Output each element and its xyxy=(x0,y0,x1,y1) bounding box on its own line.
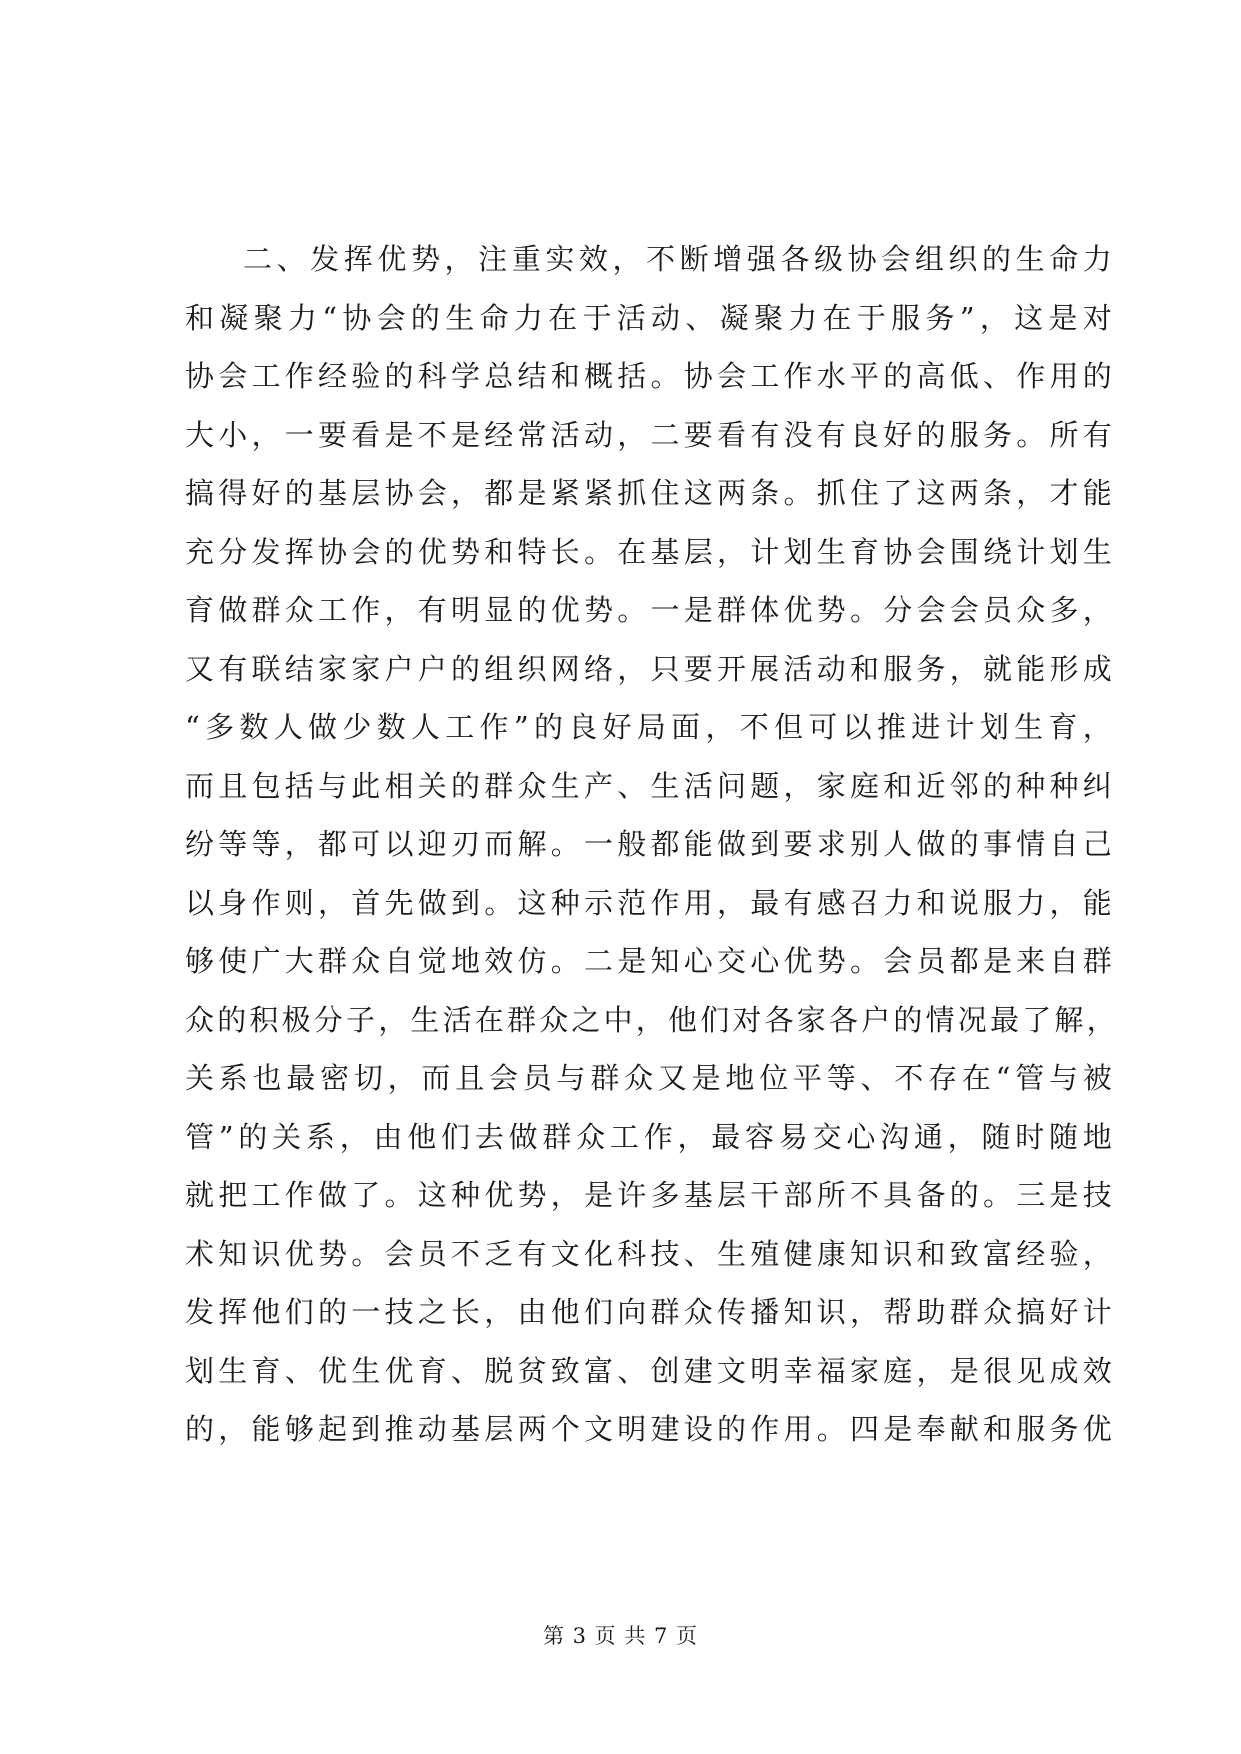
text-line: 大小，一要看是不是经常活动，二要看有没有良好的服务。所有 xyxy=(185,417,1115,452)
text-line: 术知识优势。会员不乏有文化科技、生殖健康知识和致富经验， xyxy=(185,1236,1115,1271)
text-line: 搞得好的基层协会，都是紧紧抓住这两条。抓住了这两条，才能 xyxy=(185,476,1115,510)
text-line: 的，能够起到推动基层两个文明建设的作用。四是奉献和服务优 xyxy=(185,1412,1115,1446)
text-line: 育做群众工作，有明显的优势。一是群体优势。分会会员众多， xyxy=(185,593,1115,627)
text-line: 和凝聚力“协会的生命力在于活动、凝聚力在于服务”，这是对 xyxy=(185,300,1115,335)
page-number-footer: 第 3 页 共 7 页 xyxy=(542,1624,699,1648)
text-line: 划生育、优生优育、脱贫致富、创建文明幸福家庭，是很见成效 xyxy=(185,1353,1115,1388)
text-line: 而且包括与此相关的群众生产、生活问题，家庭和近邻的种种纠 xyxy=(185,768,1115,803)
text-line: 协会工作经验的科学总结和概括。协会工作水平的高低、作用的 xyxy=(185,359,1115,393)
text-line: 充分发挥协会的优势和特长。在基层，计划生育协会围绕计划生 xyxy=(185,534,1115,569)
text-line: 够使广大群众自觉地效仿。二是知心交心优势。会员都是来自群 xyxy=(185,944,1115,978)
text-line: 关系也最密切，而且会员与群众又是地位平等、不存在“管与被 xyxy=(185,1061,1115,1095)
text-line: 纷等等，都可以迎刃而解。一般都能做到要求别人做的事情自己 xyxy=(185,827,1115,861)
text-line: “多数人做少数人工作”的良好局面，不但可以推进计划生育， xyxy=(185,710,1115,744)
text-line: 众的积极分子，生活在群众之中，他们对各家各户的情况最了解， xyxy=(185,1002,1119,1037)
text-line: 以身作则，首先做到。这种示范作用，最有感召力和说服力，能 xyxy=(185,885,1115,920)
text-line: 又有联结家家户户的组织网络，只要开展活动和服务，就能形成 xyxy=(185,651,1115,686)
text-line: 就把工作做了。这种优势，是许多基层干部所不具备的。三是技 xyxy=(185,1178,1115,1212)
text-line: 发挥他们的一技之长，由他们向群众传播知识，帮助群众搞好计 xyxy=(185,1295,1115,1329)
text-line: 二、发挥优势，注重实效，不断增强各级协会组织的生命力 xyxy=(243,242,1115,276)
body-paragraph xyxy=(185,230,1119,1459)
text-line: 管”的关系，由他们去做群众工作，最容易交心沟通，随时随地 xyxy=(185,1119,1115,1154)
